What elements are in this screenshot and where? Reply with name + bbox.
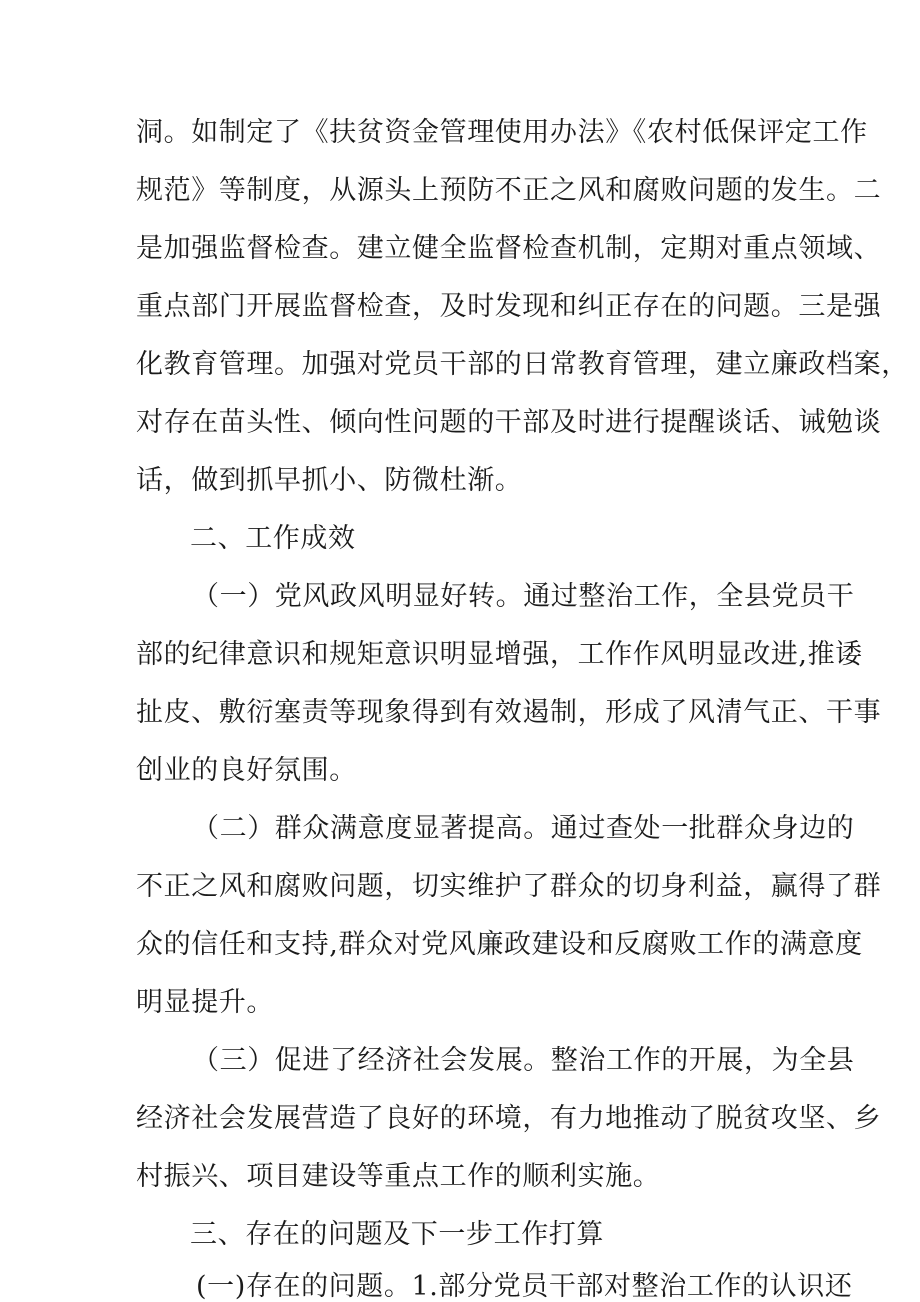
body-text-line: 话，做到抓早抓小、防微杜渐。 bbox=[136, 465, 523, 496]
body-text-line: 村振兴、项目建设等重点工作的顺利实施。 bbox=[136, 1161, 661, 1192]
paragraph-first-line: （一）党风政风明显好转。通过整治工作，全县党员干 bbox=[192, 581, 855, 612]
body-text-line: 规范》等制度，从源头上预防不正之风和腐败问题的发生。二 bbox=[136, 175, 882, 206]
body-text-line: 扯皮、敷衍塞责等现象得到有效遏制，形成了风清气正、干事 bbox=[136, 697, 882, 728]
body-text-line: 重点部门开展监督检查，及时发现和纠正存在的问题。三是强 bbox=[136, 291, 882, 322]
body-text-line: 明显提升。 bbox=[136, 987, 274, 1018]
paragraph-first-line: (一)存在的问题。1.部分党员干部对整治工作的认识还 bbox=[196, 1271, 853, 1302]
body-text-line: 经济社会发展营造了良好的环境，有力地推动了脱贫攻坚、乡 bbox=[136, 1103, 882, 1134]
body-text-line: 洞。如制定了《扶贫资金管理使用办法》《农村低保评定工作 bbox=[136, 117, 868, 148]
section-heading: 三、存在的问题及下一步工作打算 bbox=[190, 1219, 604, 1250]
paragraph-first-line: （二）群众满意度显著提高。通过查处一批群众身边的 bbox=[192, 813, 855, 844]
section-heading: 二、工作成效 bbox=[190, 523, 356, 554]
paragraph-first-line: （三）促进了经济社会发展。整治工作的开展，为全县 bbox=[192, 1045, 855, 1076]
body-text-line: 对存在苗头性、倾向性问题的干部及时进行提醒谈话、诫勉谈 bbox=[136, 407, 882, 438]
body-text-line: 是加强监督检查。建立健全监督检查机制，定期对重点领域、 bbox=[136, 233, 882, 264]
body-text-line: 创业的良好氛围。 bbox=[136, 755, 357, 786]
body-text-line: 部的纪律意识和规矩意识明显增强，工作作风明显改进,推诿 bbox=[136, 639, 863, 670]
body-text-line: 化教育管理。加强对党员干部的日常教育管理，建立廉政档案， bbox=[136, 349, 909, 380]
body-text-line: 不正之风和腐败问题，切实维护了群众的切身利益，赢得了群 bbox=[136, 871, 882, 902]
body-text-line: 众的信任和支持,群众对党风廉政建设和反腐败工作的满意度 bbox=[136, 929, 863, 960]
